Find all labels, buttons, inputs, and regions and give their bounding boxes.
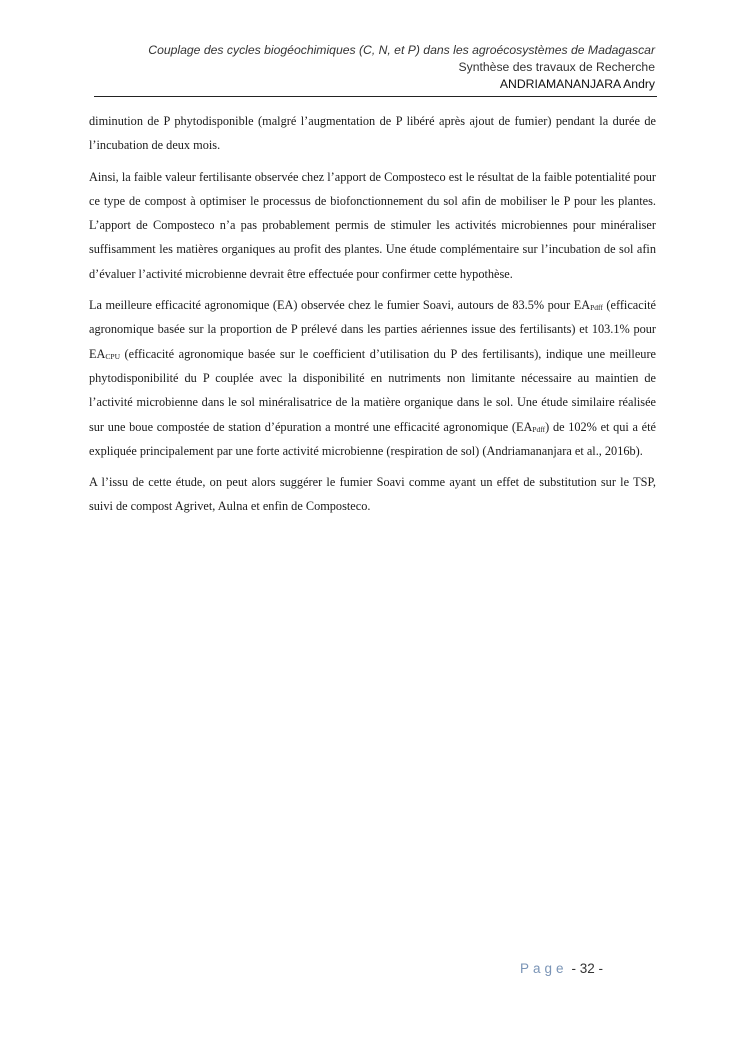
paragraph-3-text-3: (efficacité agronomique basée sur le coefficient d’utilisation du P des fertilisants), indique une meilleure phytodisponibilité du P couplée avec la disponibilité en nutriments non limitante nécessaire au maintien de l’activité microbienne dans le sol minéralisatrice de la matière organique dans le sol. Une étude similaire réalisée sur une boue compostée de station d’épuration a montré une efficacité agronomique (EA — [89, 346, 656, 434]
paragraph-3 — [89, 293, 656, 463]
subscript-cpu: CPU — [105, 351, 120, 361]
page-body — [89, 109, 656, 526]
paragraph-3-text-1: La meilleure efficacité agronomique (EA) observée chez le fumier Soavi, autours de 83.5% pour EA — [89, 298, 591, 313]
paragraph-3-text-2: (efficacité agronomique basée sur la proportion de P prélevé dans les parties aériennes issue des fertilisants) et 103.1% pour EA — [89, 298, 656, 361]
page-number: - 32 - — [571, 961, 604, 976]
paragraph-2: Ainsi, la faible valeur fertilisante observée chez l’apport de Composteco est le résultat de la faible potentialité pour ce type de compost à optimiser le processus de biofonctionnement du sol afin de mobiliser le P pour les plantes. L’apport de Composteco n’a pas probablement permis de stimuler les activités microbiennes pour minéraliser suffisamment les matières organiques au profit des plantes. Une étude complémentaire sur l’incubation de sol afin d’évaluer l’activité microbienne devrait être effectuée pour confirmer cette hypothèse. — [89, 169, 656, 281]
document-title: Couplage des cycles biogéochimiques (C, N, et P) dans les agroécosystèmes de Madagascar — [148, 43, 655, 57]
subscript-pdff: Pdff — [532, 424, 546, 434]
paragraph-1: diminution de P phytodisponible (malgré l’augmentation de P libéré après ajout de fumier) pendant la durée de l’incubation de deux mois. — [89, 114, 656, 153]
page-label: Page — [520, 961, 568, 976]
page-footer — [520, 961, 603, 976]
document-author: ANDRIAMANANJARA Andry — [499, 77, 655, 91]
subscript-pdff: Pdff — [590, 303, 603, 313]
document-subtitle: Synthèse des travaux de Recherche — [458, 60, 655, 74]
header-divider — [94, 96, 657, 97]
paragraph-3-text-4: ) de 102% et qui a été expliquée principalement par une forte activité microbienne (respiration de sol) (Andriamananjara et al., 2016b). — [89, 419, 656, 458]
page-header — [90, 42, 655, 93]
paragraph-4: A l’issu de cette étude, on peut alors suggérer le fumier Soavi comme ayant un effet de substitution sur le TSP, suivi de compost Agrivet, Aulna et enfin de Composteco. — [89, 475, 656, 514]
